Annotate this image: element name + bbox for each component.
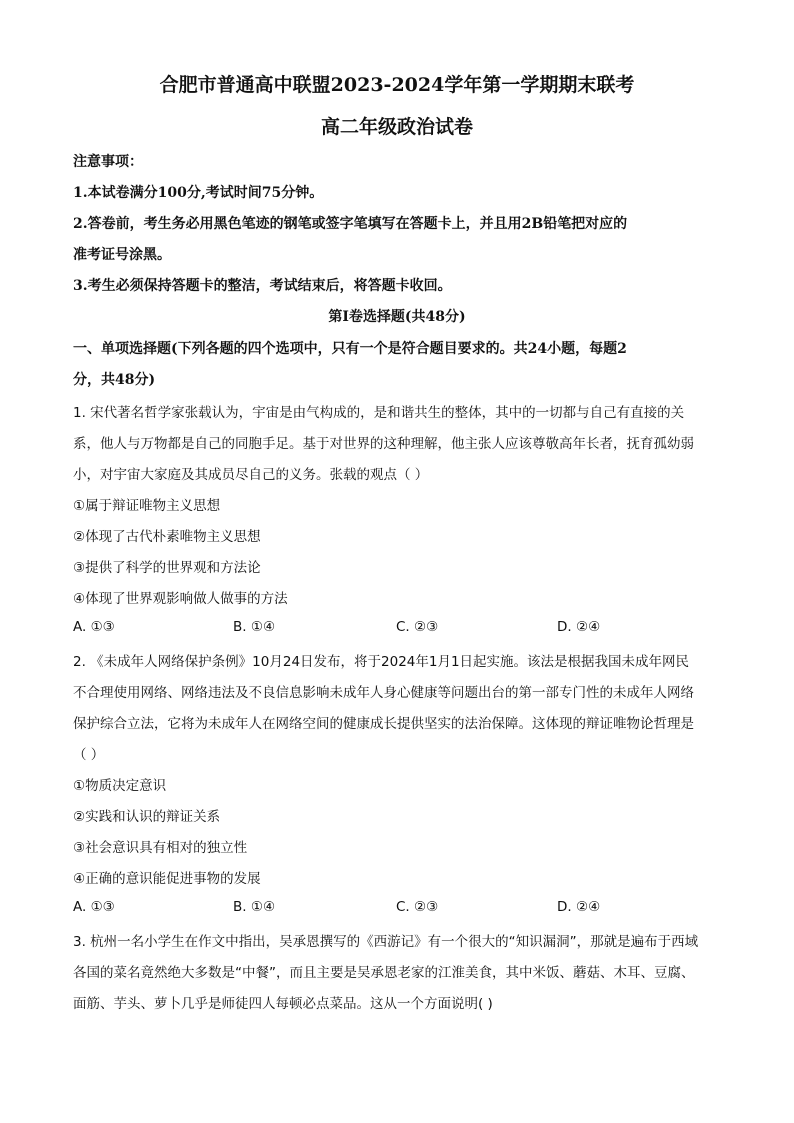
question-2-line-3: 保护综合立法，它将为未成年人在网络空间的健康成长提供坚实的法治保障。这体现的辩证唯物论哲理是: [73, 716, 694, 732]
question-1-option-b[interactable]: B. ①④: [233, 619, 276, 635]
question-2-option-a[interactable]: A. ①③: [73, 899, 115, 915]
question-3-line-1: 3. 杭州一名小学生在作文中指出，吴承恩撰写的《西游记》有一个很大的“知识漏洞”，那就是遍布于西域: [73, 934, 699, 950]
question-1-statement-3: ③提供了科学的世界观和方法论: [73, 560, 261, 576]
question-2-statement-3: ③社会意识具有相对的独立性: [73, 840, 248, 856]
question-1-option-a[interactable]: A. ①③: [73, 619, 115, 635]
question-1-statement-1: ①属于辩证唯物主义思想: [73, 498, 221, 514]
question-2-line-4: （ ）: [73, 747, 105, 763]
notice-heading: 注意事项：: [73, 154, 143, 170]
question-1-line-2: 系，他人与万物都是自己的同胞手足。基于对世界的这种理解，他主张人应该尊敬高年长者，抚育孤幼弱: [73, 436, 694, 452]
question-1-statement-2: ②体现了古代朴素唯物主义思想: [73, 529, 261, 545]
exam-title: 合肥市普通高中联盟2023-2024学年第一学期期末联考: [159, 74, 635, 96]
notice-item-2-line-2: 准考证号涂黑。: [73, 247, 171, 263]
section-instruction-line-2: 分，共48分): [73, 372, 156, 388]
question-2-statement-2: ②实践和认识的辩证关系: [73, 809, 221, 825]
question-3-line-2: 各国的菜名竟然绝大多数是“中餐”，而且主要是吴承恩老家的江淮美食，其中米饭、蘑菇、木耳、豆腐、: [73, 965, 695, 981]
question-2-statement-1: ①物质决定意识: [73, 778, 167, 794]
question-2-line-2: 不合理使用网络、网络违法及不良信息影响未成年人身心健康等问题出台的第一部专门性的未成年人网络: [73, 685, 694, 701]
notice-item-1: 1.本试卷满分100分,考试时间75分钟。: [73, 185, 324, 201]
question-2-option-b[interactable]: B. ①④: [233, 899, 276, 915]
notice-item-2-line-1: 2.答卷前，考生务必用黑色笔迹的钢笔或签字笔填写在答题卡上，并且用2B铅笔把对应的: [73, 216, 628, 232]
question-3-line-3: 面筋、芋头、萝卜几乎是师徒四人每顿必点菜品。这从一个方面说明( ): [73, 996, 493, 1012]
question-1-option-d[interactable]: D. ②④: [557, 619, 601, 635]
question-1-option-c[interactable]: C. ②③: [396, 619, 439, 635]
exam-subtitle: 高二年级政治试卷: [320, 116, 473, 138]
question-2-line-1: 2. 《未成年人网络保护条例》10月24日发布，将于2024年1月1日起实施。该法是根据我国未成年网民: [73, 654, 690, 670]
question-2-option-c[interactable]: C. ②③: [396, 899, 439, 915]
notice-item-3: 3.考生必须保持答题卡的整洁，考试结束后，将答题卡收回。: [73, 278, 452, 294]
section-title: 第Ⅰ卷选择题(共48分): [328, 309, 466, 325]
question-1-line-1: 1. 宋代著名哲学家张载认为，宇宙是由气构成的，是和谐共生的整体，其中的一切都与自己有直接的关: [73, 405, 685, 421]
question-1-line-3: 小，对宇宙大家庭及其成员尽自己的义务。张载的观点（ ）: [73, 467, 429, 483]
question-2-statement-4: ④正确的意识能促进事物的发展: [73, 871, 261, 887]
question-2-option-d[interactable]: D. ②④: [557, 899, 601, 915]
section-instruction-line-1: 一、单项选择题(下列各题的四个选项中，只有一个是符合题目要求的。共24小题，每题2: [73, 341, 627, 357]
question-1-statement-4: ④体现了世界观影响做人做事的方法: [73, 591, 288, 607]
